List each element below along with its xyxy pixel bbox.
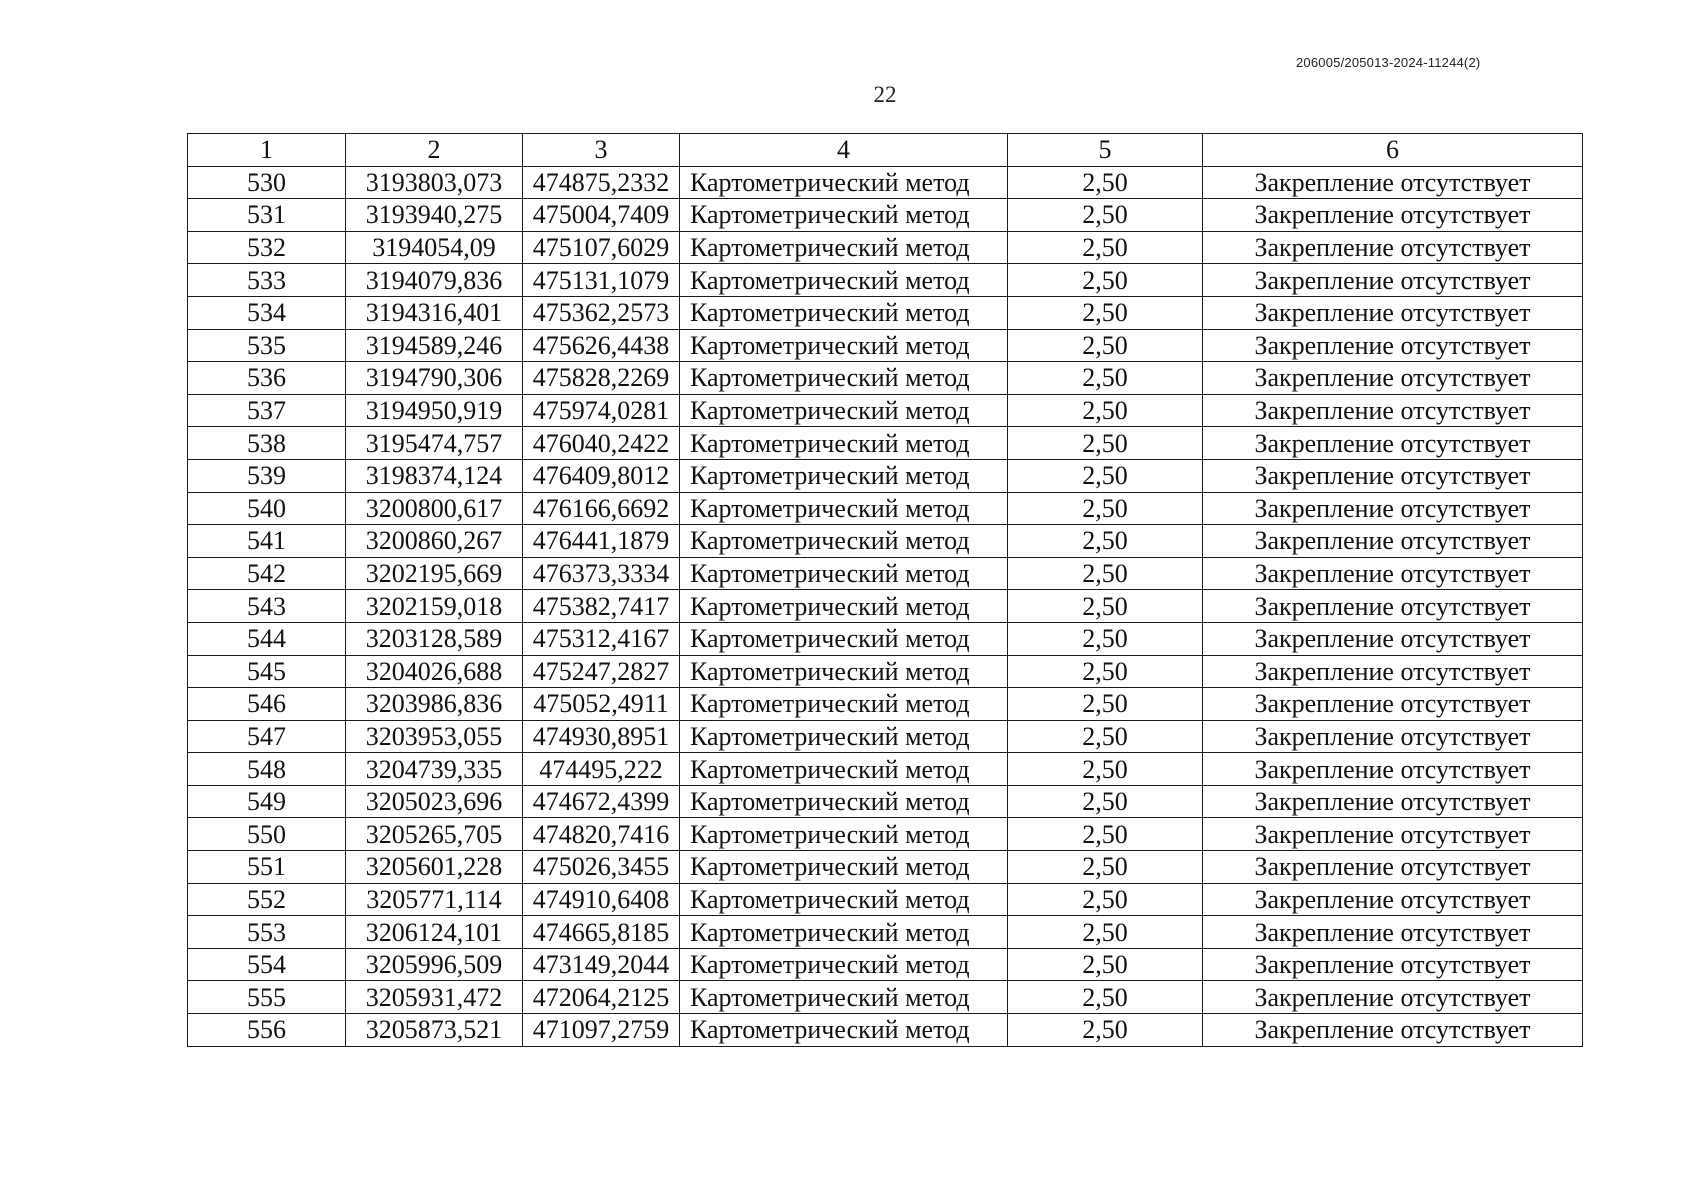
table-row <box>188 590 1583 623</box>
x-coordinate-cell: 3203953,055 <box>346 720 523 753</box>
accuracy-cell: 2,50 <box>1008 329 1203 362</box>
table-row <box>188 427 1583 460</box>
method-cell: Картометрический метод <box>680 720 1008 753</box>
accuracy-cell: 2,50 <box>1008 199 1203 232</box>
table-row <box>188 264 1583 297</box>
accuracy-cell: 2,50 <box>1008 166 1203 199</box>
fixing-cell: Закрепление отсутствует <box>1203 883 1583 916</box>
coordinates-table <box>187 133 1583 1047</box>
x-coordinate-cell: 3202195,669 <box>346 557 523 590</box>
y-coordinate-cell: 476166,6692 <box>523 492 680 525</box>
fixing-cell: Закрепление отсутствует <box>1203 199 1583 232</box>
x-coordinate-cell: 3200860,267 <box>346 525 523 558</box>
point-number-cell: 556 <box>188 1014 346 1047</box>
table-row <box>188 362 1583 395</box>
point-number-cell: 531 <box>188 199 346 232</box>
y-coordinate-cell: 475362,2573 <box>523 296 680 329</box>
x-coordinate-cell: 3205601,228 <box>346 851 523 884</box>
point-number-cell: 533 <box>188 264 346 297</box>
point-number-cell: 544 <box>188 622 346 655</box>
fixing-cell: Закрепление отсутствует <box>1203 362 1583 395</box>
point-number-cell: 534 <box>188 296 346 329</box>
y-coordinate-cell: 475312,4167 <box>523 622 680 655</box>
point-number-cell: 542 <box>188 557 346 590</box>
point-number-cell: 554 <box>188 948 346 981</box>
point-number-cell: 547 <box>188 720 346 753</box>
method-cell: Картометрический метод <box>680 753 1008 786</box>
method-cell: Картометрический метод <box>680 948 1008 981</box>
table-row <box>188 785 1583 818</box>
point-number-cell: 541 <box>188 525 346 558</box>
table-row <box>188 199 1583 232</box>
point-number-cell: 543 <box>188 590 346 623</box>
column-header: 2 <box>346 134 523 167</box>
column-header: 3 <box>523 134 680 167</box>
x-coordinate-cell: 3202159,018 <box>346 590 523 623</box>
accuracy-cell: 2,50 <box>1008 492 1203 525</box>
table-row <box>188 688 1583 721</box>
table-row <box>188 525 1583 558</box>
x-coordinate-cell: 3194054,09 <box>346 231 523 264</box>
accuracy-cell: 2,50 <box>1008 622 1203 655</box>
accuracy-cell: 2,50 <box>1008 1014 1203 1047</box>
x-coordinate-cell: 3203986,836 <box>346 688 523 721</box>
fixing-cell: Закрепление отсутствует <box>1203 329 1583 362</box>
fixing-cell: Закрепление отсутствует <box>1203 785 1583 818</box>
method-cell: Картометрический метод <box>680 622 1008 655</box>
fixing-cell: Закрепление отсутствует <box>1203 818 1583 851</box>
method-cell: Картометрический метод <box>680 655 1008 688</box>
accuracy-cell: 2,50 <box>1008 264 1203 297</box>
x-coordinate-cell: 3205996,509 <box>346 948 523 981</box>
column-header: 1 <box>188 134 346 167</box>
y-coordinate-cell: 474875,2332 <box>523 166 680 199</box>
fixing-cell: Закрепление отсутствует <box>1203 753 1583 786</box>
x-coordinate-cell: 3205023,696 <box>346 785 523 818</box>
point-number-cell: 546 <box>188 688 346 721</box>
y-coordinate-cell: 476373,3334 <box>523 557 680 590</box>
accuracy-cell: 2,50 <box>1008 785 1203 818</box>
point-number-cell: 551 <box>188 851 346 884</box>
table-row <box>188 753 1583 786</box>
x-coordinate-cell: 3200800,617 <box>346 492 523 525</box>
method-cell: Картометрический метод <box>680 166 1008 199</box>
column-header: 6 <box>1203 134 1583 167</box>
y-coordinate-cell: 475626,4438 <box>523 329 680 362</box>
x-coordinate-cell: 3193803,073 <box>346 166 523 199</box>
x-coordinate-cell: 3193940,275 <box>346 199 523 232</box>
y-coordinate-cell: 474665,8185 <box>523 916 680 949</box>
accuracy-cell: 2,50 <box>1008 590 1203 623</box>
table-row <box>188 720 1583 753</box>
accuracy-cell: 2,50 <box>1008 753 1203 786</box>
fixing-cell: Закрепление отсутствует <box>1203 166 1583 199</box>
accuracy-cell: 2,50 <box>1008 688 1203 721</box>
point-number-cell: 555 <box>188 981 346 1014</box>
fixing-cell: Закрепление отсутствует <box>1203 525 1583 558</box>
method-cell: Картометрический метод <box>680 916 1008 949</box>
fixing-cell: Закрепление отсутствует <box>1203 296 1583 329</box>
method-cell: Картометрический метод <box>680 785 1008 818</box>
accuracy-cell: 2,50 <box>1008 394 1203 427</box>
method-cell: Картометрический метод <box>680 590 1008 623</box>
table-row <box>188 231 1583 264</box>
fixing-cell: Закрепление отсутствует <box>1203 981 1583 1014</box>
point-number-cell: 553 <box>188 916 346 949</box>
y-coordinate-cell: 471097,2759 <box>523 1014 680 1047</box>
table-row <box>188 459 1583 492</box>
fixing-cell: Закрепление отсутствует <box>1203 427 1583 460</box>
y-coordinate-cell: 476409,8012 <box>523 459 680 492</box>
method-cell: Картометрический метод <box>680 525 1008 558</box>
accuracy-cell: 2,50 <box>1008 557 1203 590</box>
point-number-cell: 536 <box>188 362 346 395</box>
accuracy-cell: 2,50 <box>1008 851 1203 884</box>
fixing-cell: Закрепление отсутствует <box>1203 394 1583 427</box>
point-number-cell: 540 <box>188 492 346 525</box>
table-body <box>188 166 1583 1046</box>
accuracy-cell: 2,50 <box>1008 296 1203 329</box>
fixing-cell: Закрепление отсутствует <box>1203 557 1583 590</box>
point-number-cell: 550 <box>188 818 346 851</box>
table-row <box>188 329 1583 362</box>
method-cell: Картометрический метод <box>680 231 1008 264</box>
table-row <box>188 948 1583 981</box>
method-cell: Картометрический метод <box>680 296 1008 329</box>
x-coordinate-cell: 3194079,836 <box>346 264 523 297</box>
accuracy-cell: 2,50 <box>1008 427 1203 460</box>
x-coordinate-cell: 3194316,401 <box>346 296 523 329</box>
column-header: 5 <box>1008 134 1203 167</box>
x-coordinate-cell: 3205931,472 <box>346 981 523 1014</box>
x-coordinate-cell: 3195474,757 <box>346 427 523 460</box>
point-number-cell: 548 <box>188 753 346 786</box>
fixing-cell: Закрепление отсутствует <box>1203 851 1583 884</box>
table-header-row <box>188 134 1583 167</box>
y-coordinate-cell: 475382,7417 <box>523 590 680 623</box>
point-number-cell: 538 <box>188 427 346 460</box>
table-row <box>188 394 1583 427</box>
table-row <box>188 557 1583 590</box>
y-coordinate-cell: 473149,2044 <box>523 948 680 981</box>
point-number-cell: 539 <box>188 459 346 492</box>
method-cell: Картометрический метод <box>680 459 1008 492</box>
y-coordinate-cell: 474930,8951 <box>523 720 680 753</box>
x-coordinate-cell: 3204739,335 <box>346 753 523 786</box>
x-coordinate-cell: 3205265,705 <box>346 818 523 851</box>
table-row <box>188 1014 1583 1047</box>
accuracy-cell: 2,50 <box>1008 916 1203 949</box>
x-coordinate-cell: 3203128,589 <box>346 622 523 655</box>
accuracy-cell: 2,50 <box>1008 525 1203 558</box>
accuracy-cell: 2,50 <box>1008 720 1203 753</box>
fixing-cell: Закрепление отсутствует <box>1203 1014 1583 1047</box>
y-coordinate-cell: 476441,1879 <box>523 525 680 558</box>
table-row <box>188 622 1583 655</box>
method-cell: Картометрический метод <box>680 688 1008 721</box>
accuracy-cell: 2,50 <box>1008 818 1203 851</box>
method-cell: Картометрический метод <box>680 362 1008 395</box>
y-coordinate-cell: 475828,2269 <box>523 362 680 395</box>
fixing-cell: Закрепление отсутствует <box>1203 688 1583 721</box>
page-number: 22 <box>873 82 897 107</box>
accuracy-cell: 2,50 <box>1008 948 1203 981</box>
point-number-cell: 530 <box>188 166 346 199</box>
table-row <box>188 883 1583 916</box>
y-coordinate-cell: 475107,6029 <box>523 231 680 264</box>
table-row <box>188 492 1583 525</box>
accuracy-cell: 2,50 <box>1008 459 1203 492</box>
x-coordinate-cell: 3194589,246 <box>346 329 523 362</box>
accuracy-cell: 2,50 <box>1008 231 1203 264</box>
point-number-cell: 545 <box>188 655 346 688</box>
x-coordinate-cell: 3205771,114 <box>346 883 523 916</box>
method-cell: Картометрический метод <box>680 1014 1008 1047</box>
x-coordinate-cell: 3206124,101 <box>346 916 523 949</box>
fixing-cell: Закрепление отсутствует <box>1203 948 1583 981</box>
y-coordinate-cell: 474672,4399 <box>523 785 680 818</box>
column-header: 4 <box>680 134 1008 167</box>
fixing-cell: Закрепление отсутствует <box>1203 459 1583 492</box>
y-coordinate-cell: 474495,222 <box>523 753 680 786</box>
method-cell: Картометрический метод <box>680 427 1008 460</box>
table-row <box>188 296 1583 329</box>
table-row <box>188 655 1583 688</box>
x-coordinate-cell: 3204026,688 <box>346 655 523 688</box>
y-coordinate-cell: 474910,6408 <box>523 883 680 916</box>
fixing-cell: Закрепление отсутствует <box>1203 492 1583 525</box>
x-coordinate-cell: 3205873,521 <box>346 1014 523 1047</box>
point-number-cell: 549 <box>188 785 346 818</box>
fixing-cell: Закрепление отсутствует <box>1203 916 1583 949</box>
point-number-cell: 552 <box>188 883 346 916</box>
table-row <box>188 818 1583 851</box>
point-number-cell: 532 <box>188 231 346 264</box>
point-number-cell: 537 <box>188 394 346 427</box>
accuracy-cell: 2,50 <box>1008 883 1203 916</box>
method-cell: Картометрический метод <box>680 329 1008 362</box>
method-cell: Картометрический метод <box>680 264 1008 297</box>
point-number-cell: 535 <box>188 329 346 362</box>
x-coordinate-cell: 3194790,306 <box>346 362 523 395</box>
method-cell: Картометрический метод <box>680 492 1008 525</box>
y-coordinate-cell: 475026,3455 <box>523 851 680 884</box>
fixing-cell: Закрепление отсутствует <box>1203 655 1583 688</box>
y-coordinate-cell: 475131,1079 <box>523 264 680 297</box>
table-row <box>188 916 1583 949</box>
method-cell: Картометрический метод <box>680 981 1008 1014</box>
table-row <box>188 981 1583 1014</box>
document-id: 206005/205013-2024-11244(2) <box>1296 55 1481 70</box>
fixing-cell: Закрепление отсутствует <box>1203 231 1583 264</box>
y-coordinate-cell: 475004,7409 <box>523 199 680 232</box>
y-coordinate-cell: 475052,4911 <box>523 688 680 721</box>
fixing-cell: Закрепление отсутствует <box>1203 720 1583 753</box>
method-cell: Картометрический метод <box>680 199 1008 232</box>
y-coordinate-cell: 475247,2827 <box>523 655 680 688</box>
method-cell: Картометрический метод <box>680 851 1008 884</box>
y-coordinate-cell: 476040,2422 <box>523 427 680 460</box>
x-coordinate-cell: 3194950,919 <box>346 394 523 427</box>
accuracy-cell: 2,50 <box>1008 981 1203 1014</box>
y-coordinate-cell: 472064,2125 <box>523 981 680 1014</box>
table-row <box>188 851 1583 884</box>
fixing-cell: Закрепление отсутствует <box>1203 622 1583 655</box>
fixing-cell: Закрепление отсутствует <box>1203 590 1583 623</box>
method-cell: Картометрический метод <box>680 818 1008 851</box>
x-coordinate-cell: 3198374,124 <box>346 459 523 492</box>
table-row <box>188 166 1583 199</box>
method-cell: Картометрический метод <box>680 394 1008 427</box>
fixing-cell: Закрепление отсутствует <box>1203 264 1583 297</box>
method-cell: Картометрический метод <box>680 883 1008 916</box>
y-coordinate-cell: 475974,0281 <box>523 394 680 427</box>
accuracy-cell: 2,50 <box>1008 655 1203 688</box>
accuracy-cell: 2,50 <box>1008 362 1203 395</box>
method-cell: Картометрический метод <box>680 557 1008 590</box>
y-coordinate-cell: 474820,7416 <box>523 818 680 851</box>
